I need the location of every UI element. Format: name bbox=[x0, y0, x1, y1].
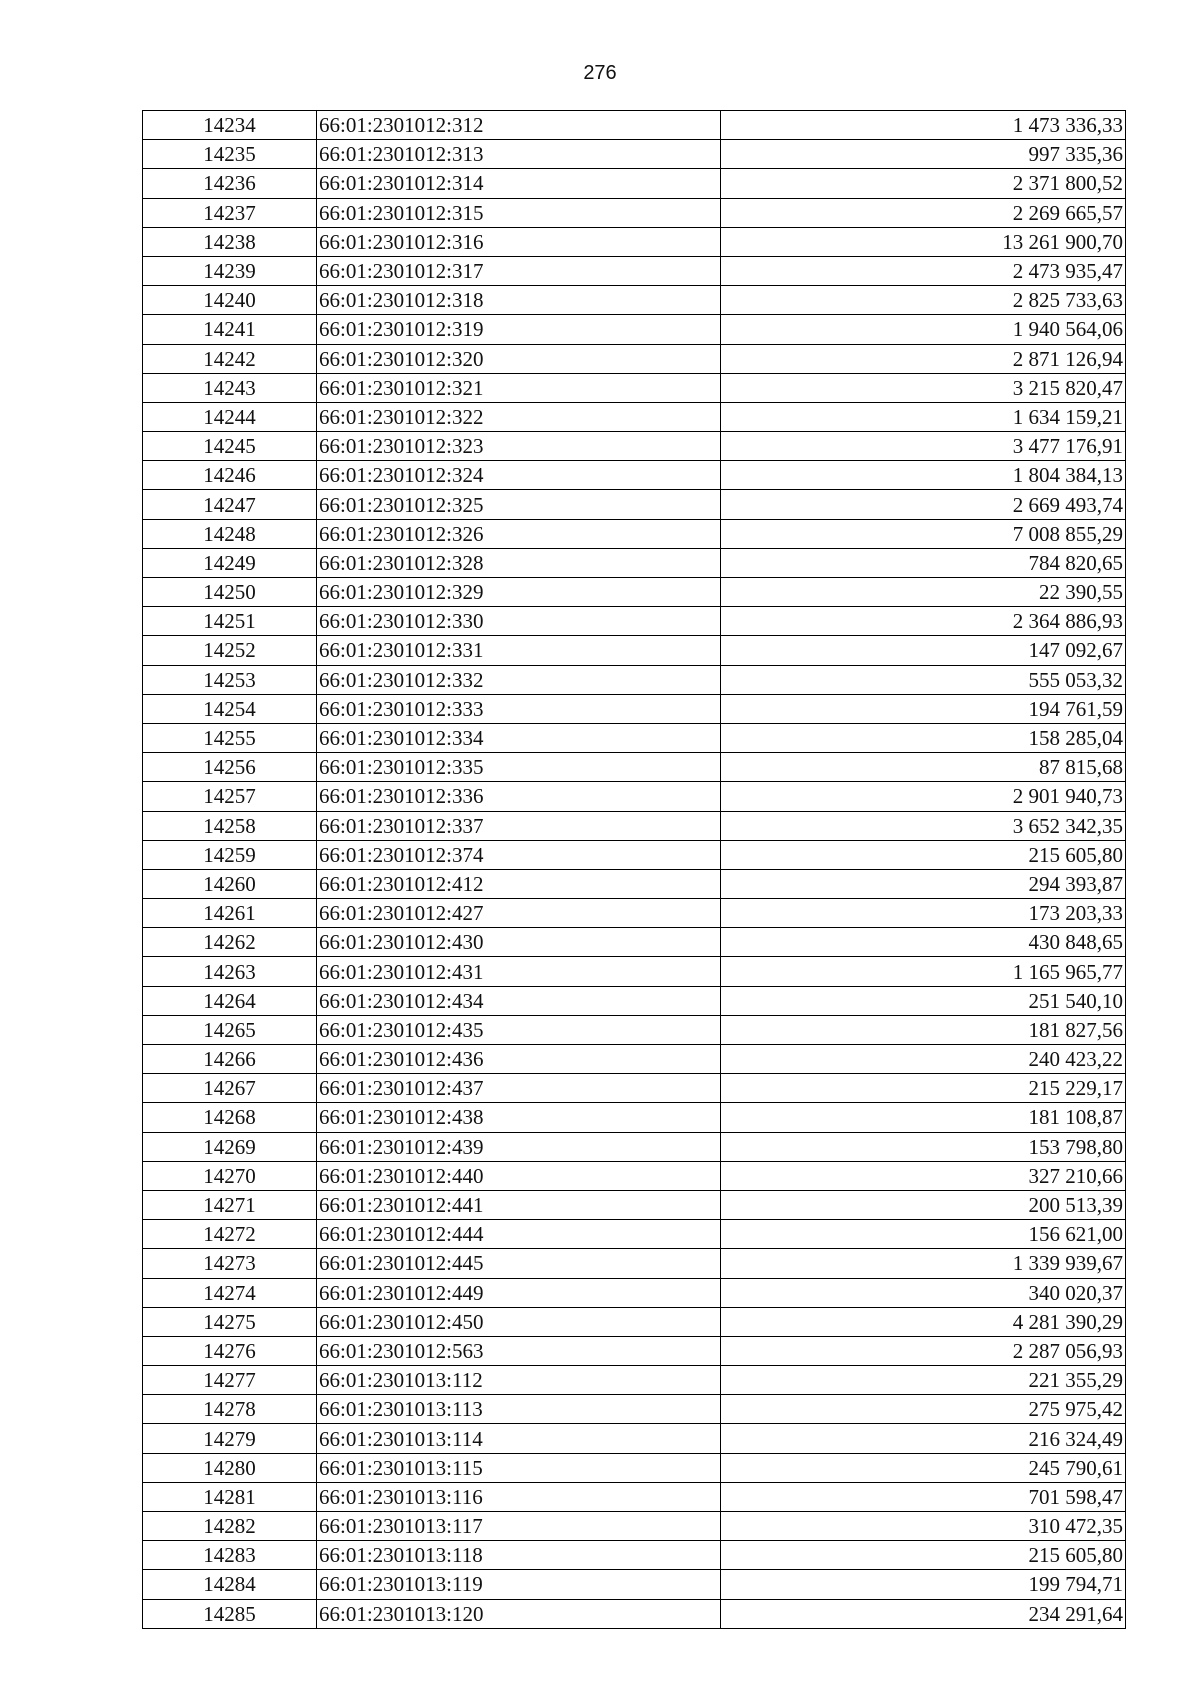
cadastral-number-cell: 66:01:2301013:112 bbox=[317, 1366, 721, 1395]
cadastral-value-cell: 153 798,80 bbox=[721, 1132, 1126, 1161]
cadastral-value-cell: 1 339 939,67 bbox=[721, 1249, 1126, 1278]
cadastral-number-cell: 66:01:2301012:337 bbox=[317, 811, 721, 840]
cadastral-number-cell: 66:01:2301012:332 bbox=[317, 665, 721, 694]
table-row bbox=[143, 811, 1126, 840]
table-row bbox=[143, 1366, 1126, 1395]
row-number-cell: 14283 bbox=[143, 1541, 317, 1570]
table-row bbox=[143, 1512, 1126, 1541]
cadastral-number-cell: 66:01:2301012:316 bbox=[317, 227, 721, 256]
cadastral-number-cell: 66:01:2301012:434 bbox=[317, 986, 721, 1015]
cadastral-number-cell: 66:01:2301012:430 bbox=[317, 928, 721, 957]
cadastral-number-cell: 66:01:2301012:314 bbox=[317, 169, 721, 198]
row-number-cell: 14285 bbox=[143, 1599, 317, 1628]
cadastral-number-cell: 66:01:2301012:437 bbox=[317, 1074, 721, 1103]
cadastral-value-cell: 3 215 820,47 bbox=[721, 373, 1126, 402]
table-body bbox=[143, 111, 1126, 1629]
table-row bbox=[143, 723, 1126, 752]
table-row bbox=[143, 1336, 1126, 1365]
cadastral-value-cell: 221 355,29 bbox=[721, 1366, 1126, 1395]
table-row bbox=[143, 169, 1126, 198]
cadastral-number-cell: 66:01:2301012:412 bbox=[317, 869, 721, 898]
cadastral-value-cell: 13 261 900,70 bbox=[721, 227, 1126, 256]
table-row bbox=[143, 1045, 1126, 1074]
cadastral-value-cell: 3 477 176,91 bbox=[721, 432, 1126, 461]
row-number-cell: 14275 bbox=[143, 1307, 317, 1336]
table-row bbox=[143, 753, 1126, 782]
table-row bbox=[143, 548, 1126, 577]
table-row bbox=[143, 1074, 1126, 1103]
table-row bbox=[143, 636, 1126, 665]
cadastral-value-cell: 2 473 935,47 bbox=[721, 256, 1126, 285]
row-number-cell: 14240 bbox=[143, 286, 317, 315]
table-row bbox=[143, 1132, 1126, 1161]
cadastral-number-cell: 66:01:2301012:322 bbox=[317, 402, 721, 431]
table-row bbox=[143, 286, 1126, 315]
table-row bbox=[143, 1015, 1126, 1044]
cadastral-number-cell: 66:01:2301012:317 bbox=[317, 256, 721, 285]
row-number-cell: 14253 bbox=[143, 665, 317, 694]
cadastral-number-cell: 66:01:2301012:324 bbox=[317, 461, 721, 490]
table-row bbox=[143, 111, 1126, 140]
cadastral-value-cell: 2 269 665,57 bbox=[721, 198, 1126, 227]
row-number-cell: 14237 bbox=[143, 198, 317, 227]
table-row bbox=[143, 607, 1126, 636]
cadastral-value-cell: 2 669 493,74 bbox=[721, 490, 1126, 519]
cadastral-number-cell: 66:01:2301012:563 bbox=[317, 1336, 721, 1365]
table-row bbox=[143, 782, 1126, 811]
cadastral-number-cell: 66:01:2301012:441 bbox=[317, 1190, 721, 1219]
row-number-cell: 14255 bbox=[143, 723, 317, 752]
table-row bbox=[143, 256, 1126, 285]
row-number-cell: 14264 bbox=[143, 986, 317, 1015]
cadastral-value-cell: 294 393,87 bbox=[721, 869, 1126, 898]
row-number-cell: 14244 bbox=[143, 402, 317, 431]
row-number-cell: 14243 bbox=[143, 373, 317, 402]
cadastral-value-cell: 1 165 965,77 bbox=[721, 957, 1126, 986]
cadastral-number-cell: 66:01:2301012:449 bbox=[317, 1278, 721, 1307]
cadastral-value-cell: 555 053,32 bbox=[721, 665, 1126, 694]
cadastral-number-cell: 66:01:2301012:436 bbox=[317, 1045, 721, 1074]
table-row bbox=[143, 227, 1126, 256]
row-number-cell: 14242 bbox=[143, 344, 317, 373]
row-number-cell: 14234 bbox=[143, 111, 317, 140]
cadastral-number-cell: 66:01:2301012:319 bbox=[317, 315, 721, 344]
table-row bbox=[143, 1278, 1126, 1307]
cadastral-value-cell: 2 825 733,63 bbox=[721, 286, 1126, 315]
cadastral-value-cell: 181 108,87 bbox=[721, 1103, 1126, 1132]
row-number-cell: 14249 bbox=[143, 548, 317, 577]
cadastral-value-cell: 199 794,71 bbox=[721, 1570, 1126, 1599]
table-row bbox=[143, 869, 1126, 898]
row-number-cell: 14260 bbox=[143, 869, 317, 898]
row-number-cell: 14280 bbox=[143, 1453, 317, 1482]
row-number-cell: 14273 bbox=[143, 1249, 317, 1278]
cadastral-value-cell: 310 472,35 bbox=[721, 1512, 1126, 1541]
cadastral-number-cell: 66:01:2301013:117 bbox=[317, 1512, 721, 1541]
row-number-cell: 14276 bbox=[143, 1336, 317, 1365]
cadastral-value-cell: 327 210,66 bbox=[721, 1161, 1126, 1190]
table-row bbox=[143, 1161, 1126, 1190]
table-row bbox=[143, 461, 1126, 490]
cadastral-value-cell: 7 008 855,29 bbox=[721, 519, 1126, 548]
table-row bbox=[143, 1424, 1126, 1453]
table-row bbox=[143, 1190, 1126, 1219]
cadastral-number-cell: 66:01:2301012:318 bbox=[317, 286, 721, 315]
cadastral-number-cell: 66:01:2301012:329 bbox=[317, 578, 721, 607]
cadastral-value-cell: 215 229,17 bbox=[721, 1074, 1126, 1103]
row-number-cell: 14238 bbox=[143, 227, 317, 256]
cadastral-value-cell: 2 364 886,93 bbox=[721, 607, 1126, 636]
cadastral-value-cell: 173 203,33 bbox=[721, 899, 1126, 928]
cadastral-number-cell: 66:01:2301012:444 bbox=[317, 1220, 721, 1249]
cadastral-number-cell: 66:01:2301012:336 bbox=[317, 782, 721, 811]
cadastral-value-cell: 156 621,00 bbox=[721, 1220, 1126, 1249]
row-number-cell: 14246 bbox=[143, 461, 317, 490]
cadastral-value-cell: 3 652 342,35 bbox=[721, 811, 1126, 840]
table-row bbox=[143, 899, 1126, 928]
row-number-cell: 14254 bbox=[143, 694, 317, 723]
cadastral-value-cell: 2 371 800,52 bbox=[721, 169, 1126, 198]
cadastral-value-cell: 200 513,39 bbox=[721, 1190, 1126, 1219]
cadastral-value-cell: 216 324,49 bbox=[721, 1424, 1126, 1453]
cadastral-number-cell: 66:01:2301012:313 bbox=[317, 140, 721, 169]
cadastral-value-cell: 22 390,55 bbox=[721, 578, 1126, 607]
cadastral-number-cell: 66:01:2301012:439 bbox=[317, 1132, 721, 1161]
cadastral-value-cell: 194 761,59 bbox=[721, 694, 1126, 723]
row-number-cell: 14261 bbox=[143, 899, 317, 928]
cadastral-value-cell: 340 020,37 bbox=[721, 1278, 1126, 1307]
cadastral-number-cell: 66:01:2301012:328 bbox=[317, 548, 721, 577]
cadastral-number-cell: 66:01:2301012:445 bbox=[317, 1249, 721, 1278]
row-number-cell: 14281 bbox=[143, 1482, 317, 1511]
table-row bbox=[143, 694, 1126, 723]
row-number-cell: 14250 bbox=[143, 578, 317, 607]
cadastral-value-cell: 158 285,04 bbox=[721, 723, 1126, 752]
table-row bbox=[143, 344, 1126, 373]
cadastral-value-cell: 275 975,42 bbox=[721, 1395, 1126, 1424]
table-row bbox=[143, 1220, 1126, 1249]
table-row bbox=[143, 578, 1126, 607]
cadastral-number-cell: 66:01:2301012:334 bbox=[317, 723, 721, 752]
row-number-cell: 14236 bbox=[143, 169, 317, 198]
row-number-cell: 14269 bbox=[143, 1132, 317, 1161]
row-number-cell: 14271 bbox=[143, 1190, 317, 1219]
cadastral-value-table bbox=[142, 110, 1126, 1629]
cadastral-value-cell: 2 287 056,93 bbox=[721, 1336, 1126, 1365]
cadastral-number-cell: 66:01:2301012:320 bbox=[317, 344, 721, 373]
table-row bbox=[143, 140, 1126, 169]
row-number-cell: 14278 bbox=[143, 1395, 317, 1424]
table-row bbox=[143, 957, 1126, 986]
table-row bbox=[143, 1103, 1126, 1132]
row-number-cell: 14245 bbox=[143, 432, 317, 461]
cadastral-value-cell: 215 605,80 bbox=[721, 1541, 1126, 1570]
table-row bbox=[143, 928, 1126, 957]
cadastral-value-cell: 245 790,61 bbox=[721, 1453, 1126, 1482]
cadastral-number-cell: 66:01:2301012:335 bbox=[317, 753, 721, 782]
table-row bbox=[143, 198, 1126, 227]
cadastral-number-cell: 66:01:2301012:333 bbox=[317, 694, 721, 723]
cadastral-number-cell: 66:01:2301013:115 bbox=[317, 1453, 721, 1482]
cadastral-value-cell: 1 473 336,33 bbox=[721, 111, 1126, 140]
table-row bbox=[143, 315, 1126, 344]
cadastral-number-cell: 66:01:2301012:435 bbox=[317, 1015, 721, 1044]
cadastral-value-cell: 181 827,56 bbox=[721, 1015, 1126, 1044]
cadastral-number-cell: 66:01:2301012:374 bbox=[317, 840, 721, 869]
row-number-cell: 14274 bbox=[143, 1278, 317, 1307]
table-row bbox=[143, 1599, 1126, 1628]
cadastral-number-cell: 66:01:2301012:427 bbox=[317, 899, 721, 928]
cadastral-number-cell: 66:01:2301013:119 bbox=[317, 1570, 721, 1599]
row-number-cell: 14259 bbox=[143, 840, 317, 869]
cadastral-number-cell: 66:01:2301012:326 bbox=[317, 519, 721, 548]
cadastral-number-cell: 66:01:2301013:113 bbox=[317, 1395, 721, 1424]
cadastral-number-cell: 66:01:2301013:120 bbox=[317, 1599, 721, 1628]
table-row bbox=[143, 402, 1126, 431]
row-number-cell: 14247 bbox=[143, 490, 317, 519]
cadastral-value-cell: 997 335,36 bbox=[721, 140, 1126, 169]
table-row bbox=[143, 1249, 1126, 1278]
cadastral-value-cell: 2 901 940,73 bbox=[721, 782, 1126, 811]
cadastral-number-cell: 66:01:2301012:330 bbox=[317, 607, 721, 636]
cadastral-number-cell: 66:01:2301013:118 bbox=[317, 1541, 721, 1570]
table-row bbox=[143, 1307, 1126, 1336]
cadastral-number-cell: 66:01:2301012:325 bbox=[317, 490, 721, 519]
row-number-cell: 14267 bbox=[143, 1074, 317, 1103]
cadastral-number-cell: 66:01:2301012:438 bbox=[317, 1103, 721, 1132]
table-row bbox=[143, 1395, 1126, 1424]
table-row bbox=[143, 1541, 1126, 1570]
row-number-cell: 14251 bbox=[143, 607, 317, 636]
row-number-cell: 14268 bbox=[143, 1103, 317, 1132]
cadastral-value-cell: 1 940 564,06 bbox=[721, 315, 1126, 344]
cadastral-value-cell: 784 820,65 bbox=[721, 548, 1126, 577]
cadastral-number-cell: 66:01:2301013:116 bbox=[317, 1482, 721, 1511]
row-number-cell: 14256 bbox=[143, 753, 317, 782]
table-row bbox=[143, 1453, 1126, 1482]
page-number: 276 bbox=[583, 62, 617, 84]
row-number-cell: 14277 bbox=[143, 1366, 317, 1395]
cadastral-value-cell: 215 605,80 bbox=[721, 840, 1126, 869]
table-row bbox=[143, 490, 1126, 519]
row-number-cell: 14252 bbox=[143, 636, 317, 665]
row-number-cell: 14262 bbox=[143, 928, 317, 957]
cadastral-number-cell: 66:01:2301012:331 bbox=[317, 636, 721, 665]
cadastral-number-cell: 66:01:2301012:323 bbox=[317, 432, 721, 461]
table-row bbox=[143, 665, 1126, 694]
row-number-cell: 14235 bbox=[143, 140, 317, 169]
row-number-cell: 14257 bbox=[143, 782, 317, 811]
table-row bbox=[143, 840, 1126, 869]
table-row bbox=[143, 986, 1126, 1015]
cadastral-number-cell: 66:01:2301012:315 bbox=[317, 198, 721, 227]
row-number-cell: 14248 bbox=[143, 519, 317, 548]
row-number-cell: 14239 bbox=[143, 256, 317, 285]
cadastral-number-cell: 66:01:2301012:431 bbox=[317, 957, 721, 986]
cadastral-value-cell: 701 598,47 bbox=[721, 1482, 1126, 1511]
row-number-cell: 14272 bbox=[143, 1220, 317, 1249]
row-number-cell: 14279 bbox=[143, 1424, 317, 1453]
cadastral-number-cell: 66:01:2301013:114 bbox=[317, 1424, 721, 1453]
row-number-cell: 14265 bbox=[143, 1015, 317, 1044]
row-number-cell: 14241 bbox=[143, 315, 317, 344]
cadastral-value-cell: 147 092,67 bbox=[721, 636, 1126, 665]
row-number-cell: 14258 bbox=[143, 811, 317, 840]
table-row bbox=[143, 432, 1126, 461]
cadastral-value-cell: 4 281 390,29 bbox=[721, 1307, 1126, 1336]
table-row bbox=[143, 1570, 1126, 1599]
cadastral-number-cell: 66:01:2301012:450 bbox=[317, 1307, 721, 1336]
row-number-cell: 14282 bbox=[143, 1512, 317, 1541]
cadastral-value-cell: 1 804 384,13 bbox=[721, 461, 1126, 490]
table-row bbox=[143, 373, 1126, 402]
cadastral-value-cell: 2 871 126,94 bbox=[721, 344, 1126, 373]
cadastral-value-cell: 251 540,10 bbox=[721, 986, 1126, 1015]
row-number-cell: 14284 bbox=[143, 1570, 317, 1599]
row-number-cell: 14266 bbox=[143, 1045, 317, 1074]
table-row bbox=[143, 519, 1126, 548]
table-row bbox=[143, 1482, 1126, 1511]
cadastral-value-cell: 430 848,65 bbox=[721, 928, 1126, 957]
row-number-cell: 14263 bbox=[143, 957, 317, 986]
cadastral-number-cell: 66:01:2301012:312 bbox=[317, 111, 721, 140]
cadastral-number-cell: 66:01:2301012:321 bbox=[317, 373, 721, 402]
cadastral-value-cell: 234 291,64 bbox=[721, 1599, 1126, 1628]
cadastral-number-cell: 66:01:2301012:440 bbox=[317, 1161, 721, 1190]
row-number-cell: 14270 bbox=[143, 1161, 317, 1190]
cadastral-value-cell: 240 423,22 bbox=[721, 1045, 1126, 1074]
cadastral-value-cell: 87 815,68 bbox=[721, 753, 1126, 782]
cadastral-value-cell: 1 634 159,21 bbox=[721, 402, 1126, 431]
